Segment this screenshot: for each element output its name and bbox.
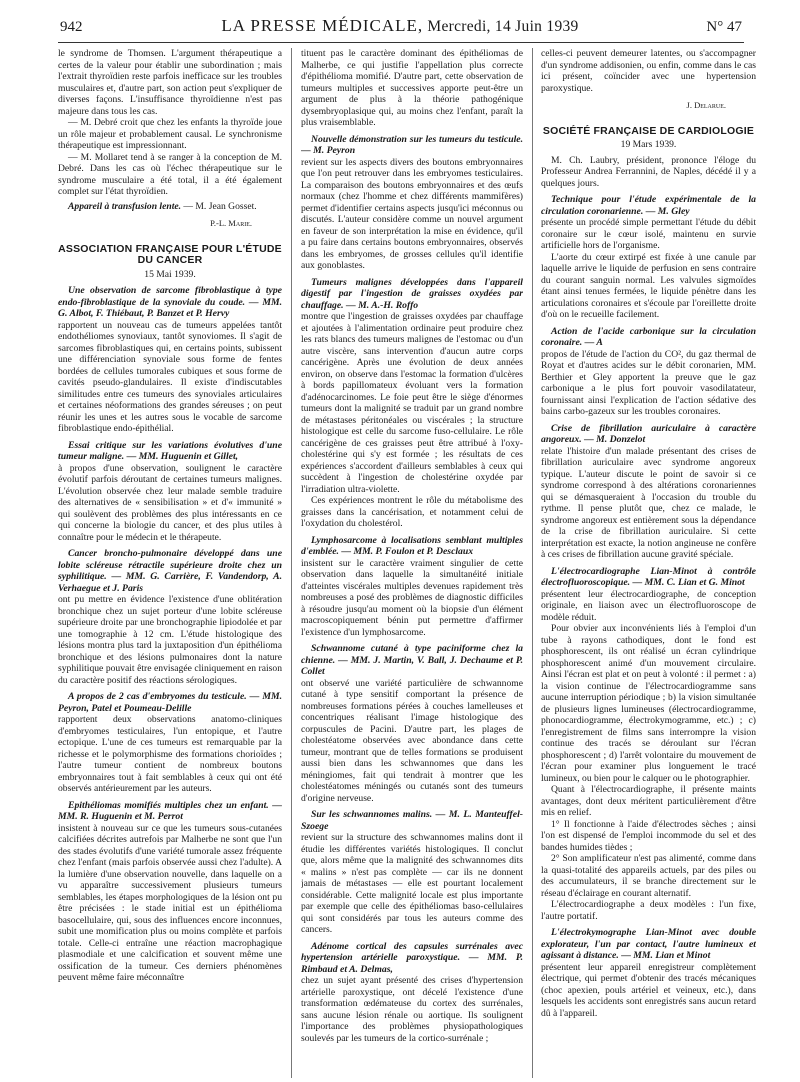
paragraph: — M. Debré croit que chez les enfants la thyroïde joue un rôle majeur et probablement causal. Le synchronisme thérapeutique est impressionnant. (58, 117, 282, 151)
issue-number: N° 47 (706, 19, 742, 35)
paragraph: Quant à l'électrocardiographe, il présente maints avantages, dont deux méritent particulièrement d'être mis en relief. (541, 784, 756, 818)
section-date: 19 Mars 1939. (620, 139, 677, 150)
article-body: propos de l'étude de l'action du CO², du gaz thermal de Royat et d'autres acides sur le débit coronarien, MM. Berthier et Gley apportent la preuve que le gaz carbonique a le plus fort pouvoir vasodilatateur, fournissant ainsi l'explication de l'action sédative des bains carbo-gazeux sur les troubles coronaires. (541, 348, 756, 417)
article-title: Adénome cortical des capsules surrénales avec hypertension artérielle paroxystique. — MM. P. Rimbaud et A. Delmas, (301, 940, 523, 975)
paragraph: L'électrocardiographe a deux modèles : l'un fixe, l'autre portatif. (541, 899, 756, 922)
paragraph: tituent pas le caractère dominant des épithéliomas de Malherbe, ce qui justifie l'appellation plus correcte d'épithélioma momifié. D'autre part, cette observation de tumeurs multiples et successives apporte peut-être un argument de plus à la théorie pathogénique dysembryoplasique qui, au moins chez l'enfant, paraît la plus vraisemblable. (301, 48, 523, 128)
article-body: relate l'histoire d'un malade présentant des crises de fibrillation auriculaire avec syndrome angoreux typique. L'auteur discute le point de savoir si ce syndrome correspond à des altérations coronariennes qui se démasqueraient à l'occasion du trouble du rythme. Il pense plutôt que, chez ce malade, le syndrome angoreux est entièrement sous la dépendance de la crise de fibrillation auriculaire. Si cette interprétation est exacte, la notion angineuse ne confère à ces crises de fibrillation aucune gravité spéciale. (541, 445, 756, 560)
article-body: rapportent deux observations anatomo-cliniques d'embryomes testiculaires, l'un entopique, et l'autre ectopique. L'une de ces tumeurs est remarquable par la richesse et le polymorphisme des formations chorioïdes ; l'autre tumeur contient de nombreux boutons embryonnaires tout à fait semblables à ceux qui ont été observés antérieurement par les auteurs. (58, 714, 282, 794)
article-title: Tumeurs malignes développées dans l'appareil digestif par l'ingestion de graisses oxydées par chauffage. — M. A.-H. Roffo (301, 276, 523, 311)
article-title: Lymphosarcome à localisations semblant multiples d'emblée. — MM. P. Foulon et P. Desclaux (301, 534, 523, 557)
paragraph: le syndrome de Thomsen. L'argument thérapeutique a certes de la valeur pour établir une subordination ; mais l'extrait thyroïdien reste parfois inefficace sur les troubles musculaires et, d'autre part, son action peut s'expliquer de diverses façons. L'insuffisance thyroïdienne n'est pas majeure dans tous les cas. (58, 48, 282, 117)
article-title: Essai critique sur les variations évolutives d'une tumeur maligne. — MM. Huguenin et Gillet, (58, 439, 282, 462)
section-heading: SOCIÉTÉ FRANÇAISE DE CARDIOLOGIE (542, 124, 755, 137)
article-title: Technique pour l'étude expérimentale de la circulation coronarienne. — M. Gley (541, 194, 756, 217)
article-title: L'électrokymographe Lian-Minot avec double explorateur, l'un par contact, l'autre lumineux et agissant à distance. — MM. Lian et Minot (541, 927, 756, 961)
page-header (0, 0, 800, 46)
article-body: insistent sur le caractère vraiment singulier de cette observation dans laquelle la simultanéité initiale d'atteintes viscérales multiples devenues rapidement très nombreuses a posé des problèmes de diagnostic difficiles à résoudre jusqu'au moment où la biopsie d'un élément macroscopiquement bénin put permettre d'affirmer l'existence d'un lymphosarcome. (301, 557, 523, 638)
article-body: revient sur les aspects divers des boutons embryonnaires que l'on peut retrouver dans les embryomes testiculaires. La comparaison des boutons embryonnaires et des œufs normaux (chez l'homme et chez différents mammifères) permet d'identifier certains aspects jusqu'ici méconnus ou discutés. L'auteur considère comme un nouvel argument en faveur de son interprétation la mise en évidence, qu'il a pu faire dans certains boutons embryonnaires, observés dans les embryomes, de grosses cellules qu'il identifie aux gonoblastes. (301, 156, 523, 271)
article-body: chez un sujet ayant présenté des crises d'hypertension artérielle paroxystique, ont décelé l'existence d'une transformation œdémateuse du cortex des surrénales, sans aucune lésion rénale ou aortique. Ils soulignent l'importance des problèmes physiopathologiques soulevés par les tumeurs de la cortico-surrénale ; (301, 975, 523, 1044)
paragraph: 1° Il fonctionne à l'aide d'électrodes sèches ; ainsi l'on est dispensé de l'emploi incommode du sel et des bandes humides tièdes ; (541, 818, 756, 853)
column-divider (532, 48, 533, 1078)
paragraph: celles-ci peuvent demeurer latentes, ou s'accompagner d'un syndrome addisonien, ou enfin, comme dans le cas ici présent, coïncider avec une hypertension paroxystique. (541, 48, 756, 94)
article-authors: — M. Jean Gosset. (181, 200, 257, 212)
article-body: présente un procédé simple permettant l'étude du débit coronaire sur le cœur isolé, maintenu en survie artificielle hors de l'organisme. (541, 217, 756, 251)
article-body: présentent leur appareil enregistreur complètement électrique, qui permet d'obtenir des tracés mécaniques (choc apexien, pouls artériel et veineux, etc.), dans lesquels les accidents sont enregistrés sans aucun retard dû à l'appareil. (541, 961, 756, 1019)
column-divider (291, 48, 292, 1078)
article-body: montre que l'ingestion de graisses oxydées par chauffage et ajoutées à l'alimentation ordinaire peut produire chez les rats blancs des tumeurs malignes de l'estomac ou d'un autre viscère, sans intervention d'aucun autre corps cancérigène. Après une évolution de deux années environ, on observe dans l'estomac la formation d'ulcères à bords papillomateux évoluant vers la formation d'adénocarcinomes. Le foie peut être le siège d'énormes tumeurs dont la malignité se traduit par un grand nombre de métastases péritonéales ou viscérales ; la structure histologique est celle du sarcome fuso-cellulaire. Le rôle cancérigène de ces graisses peut être attribué à l'oxy-cholestérine qui s'y est formée ; les résultats de ces expériences s'accordent d'ailleurs semblables à ceux qui succèdent à l'ingestion de cholestérine oxydée par l'irradiation ultra-violette. (301, 311, 523, 495)
article-body: rapportent un nouveau cas de tumeurs appelées tantôt endothéliomes synoviaux, tantôt synoviomes. Il s'agit de sarcomes fibroblastiques qui, en certains points, subissent une différenciation synoviale sous forme de fentes bordées de cellules tumorales cubiques et sous forme de cavités pseudo-glandulaires. Il existe d'indiscutables similitudes entre ces tumeurs des synoviales articulaires et certaines néoformations des grandes séreuses ; on peut réunir les unes et les autres sous le vocable de sarcome fibroblastique endo-épithélial. (58, 319, 282, 434)
article-title: Une observation de sarcome fibroblastique à type endo-fibroblastique de la synoviale du coude. — MM. G. Albot, F. Thiébaut, P. Banzet et P. Hervy (58, 285, 282, 319)
running-title (0, 16, 800, 36)
article-body: à propos d'une observation, soulignent le caractère évolutif parfois déroutant de certaines tumeurs malignes. L'évolution observée chez leur malade semble traduire des alternatives de « sensibilisation » et d'« immunité » qui soulèvent des problèmes des plus intéressants en ce qui concerne la biologie du cancer, et des plus utiles à connaître pour le médecin et le thérapeute. (58, 462, 282, 543)
section-heading: ASSOCIATION FRANÇAISE POUR L'ÉTUDE DU CANCER (58, 242, 282, 266)
article-title: Nouvelle démonstration sur les tumeurs du testicule. — M. Peyron (301, 133, 523, 156)
article-body: ont observé une variété particulière de schwannome cutané à type sensitif comportant la présence de nombreuses formations pérées à couches lamelleuses et concentriques réalisant l'image histologique des corpuscules de Pacini. D'autre part, les plages de cholestéatome observées avec abondance dans cette tumeur, montrant que de telles formations se produisent aussi bien dans les schwannomes que dans les méningiomes, fait qui tendrait à montrer que les cholestéatomes méningés ou cutanés sont des tumeurs d'origine nerveuse. (301, 677, 523, 804)
article-body: revient sur la structure des schwannomes malins dont il étudie les différentes variétés histologiques. Il conclut que, alors même que la malignité des schwannomes dits « malins » n'est pas complète — car ils ne donnent jamais de métastases — elle est pourtant localement considérable. Cette malignité locale est plus importante par exemple que celle des épithéliomas baso-cellulaires qui sont considérés par tous les auteurs comme des cancers. (301, 832, 523, 935)
column-1 (58, 48, 282, 1078)
article-title: L'électrocardiographe Lian-Minot à contrôle électrofluoroscopique. — MM. C. Lian et G. Minot (541, 565, 756, 588)
section-date: 15 Mai 1939. (144, 268, 196, 280)
article-title: Epithéliomas momifiés multiples chez un enfant. — MM. R. Huguenin et M. Perrot (58, 799, 282, 822)
header-rule (58, 42, 744, 43)
signature: J. Delarue. (686, 100, 726, 110)
paragraph: Ces expériences montrent le rôle du métabolisme des graisses dans la cancérisation, et notamment celui de l'oxydation du cholestérol. (301, 495, 523, 529)
article-body: insistent à nouveau sur ce que les tumeurs sous-cutanées calcifiées décrites autrefois par Malherbe ne sont que l'un des stades évolutifs d'une variété tumorale assez fréquente chez l'enfant (mais parfois observée aussi chez l'adulte). A la lumière d'une observation nouvelle, dans laquelle on a vu apparaître successivement plusieurs tumeurs semblables, les étapes morphologiques de la lésion ont pu être précisées : le stade initial est un épithélioma basocellulaire, qui, sous des influences encore inconnues, subit une momification plus ou moins complète et parfois totale. Celle-ci entraîne une réaction macrophagique plasmodiale et une calcification et souvent même une ossification de la tumeur. Ces derniers phénomènes peuvent même faire méconnaître (58, 822, 282, 983)
article-title: Action de l'acide carbonique sur la circulation coronaire. — A (541, 325, 756, 348)
article-body: présentent leur électrocardiographe, de conception originale, en liaison avec un électrofluoroscope de modèle réduit. (541, 588, 756, 623)
signature: P.-L. Marie. (210, 218, 252, 228)
article-title: A propos de 2 cas d'embryomes du testicule. — MM. Peyron, Patel et Poumeau-Delille (58, 691, 282, 714)
column-3 (541, 48, 756, 1078)
article-title: Schwannome cutané à type paciniforme chez la chienne. — MM. J. Martin, V. Ball, J. Dechaume et P. Collet (301, 643, 523, 677)
column-2 (301, 48, 523, 1078)
paragraph: 2° Son amplificateur n'est pas alimenté, comme dans la quasi-totalité des appareils actuels, par des piles ou des accumulateurs, il se branche directement sur le réseau d'éclairage en courant alternatif. (541, 853, 756, 899)
publication-name: LA PRESSE MÉDICALE, (221, 16, 424, 35)
page-number: 942 (60, 19, 83, 35)
article-title: Sur les schwannomes malins. — M. L. Manteuffel-Szoege (301, 809, 523, 832)
article-title: Cancer broncho-pulmonaire développé dans une lobite scléreuse rétractile supérieure droite chez un syphilitique. — MM. G. Carrière, F. Vandendorp, A. Verhaegue et J. Paris (58, 548, 282, 594)
paragraph: M. Ch. Laubry, président, prononce l'éloge du Professeur Andrea Ferrannini, de Naples, décédé il y a quelques jours. (541, 154, 756, 189)
paragraph: Pour obvier aux inconvénients liés à l'emploi d'un tube à rayons cathodiques, dont le fond est phosphorescent, ils ont réalisé un écran cylindrique phosphorescent animé d'un mouvement circulaire. Ainsi l'écran est plat et on peut à volonté : il permet : a) la vision continue de l'électrocardiogramme sans aucune interruption périodique ; b) la vision simultanée de plusieurs lignes lumineuses (électrocardiogramme, phonocardiogramme, électrokymogramme, etc.) ; c) l'enregistrement de films sans interrompre la vision continue des tracés se déroulant sur l'écran phosphorescent ; d) l'arrêt volontaire du mouvement de l'écran pour examiner plus longuement le tracé lumineux, ou bien pour le calquer ou le photographier. (541, 623, 756, 784)
paragraph: — M. Mollaret tend à se ranger à la conception de M. Debré. Dans les cas où l'échec thérapeutique sur le syndrome musculaire a été total, il a été également complet sur l'état thyroïdien. (58, 151, 282, 197)
paragraph: L'aorte du cœur extirpé est fixée à une canule par laquelle arrive le liquide de perfusion en sens contraire du courant sanguin normal. Les valvules sigmoïdes étant ainsi tenues fermées, le liquide pénètre dans les articulations coronaires et s'écoule par l'oreillette droite d'où on le recueille facilement. (541, 251, 756, 320)
article-body: ont pu mettre en évidence l'existence d'une oblitération bronchique chez un sujet porteur d'une lobite scléreuse supérieure droite par une bronchographie lipiodolée et par une tomographie à 12 cm. L'étude histologique des lésions montra plus tard la juxtaposition d'un épithélioma bronchique et des lésions pulmonaires dont la nature syphilitique pouvait être envisagée cliniquement en raison du caractère positif des réactions sérologiques. (58, 594, 282, 686)
article-title: Appareil à transfusion lente. (68, 200, 182, 212)
article-title: Crise de fibrillation auriculaire à caractère angoreux. — M. Donzelot (541, 422, 756, 445)
issue-date: Mercredi, 14 Juin 1939 (427, 18, 579, 35)
